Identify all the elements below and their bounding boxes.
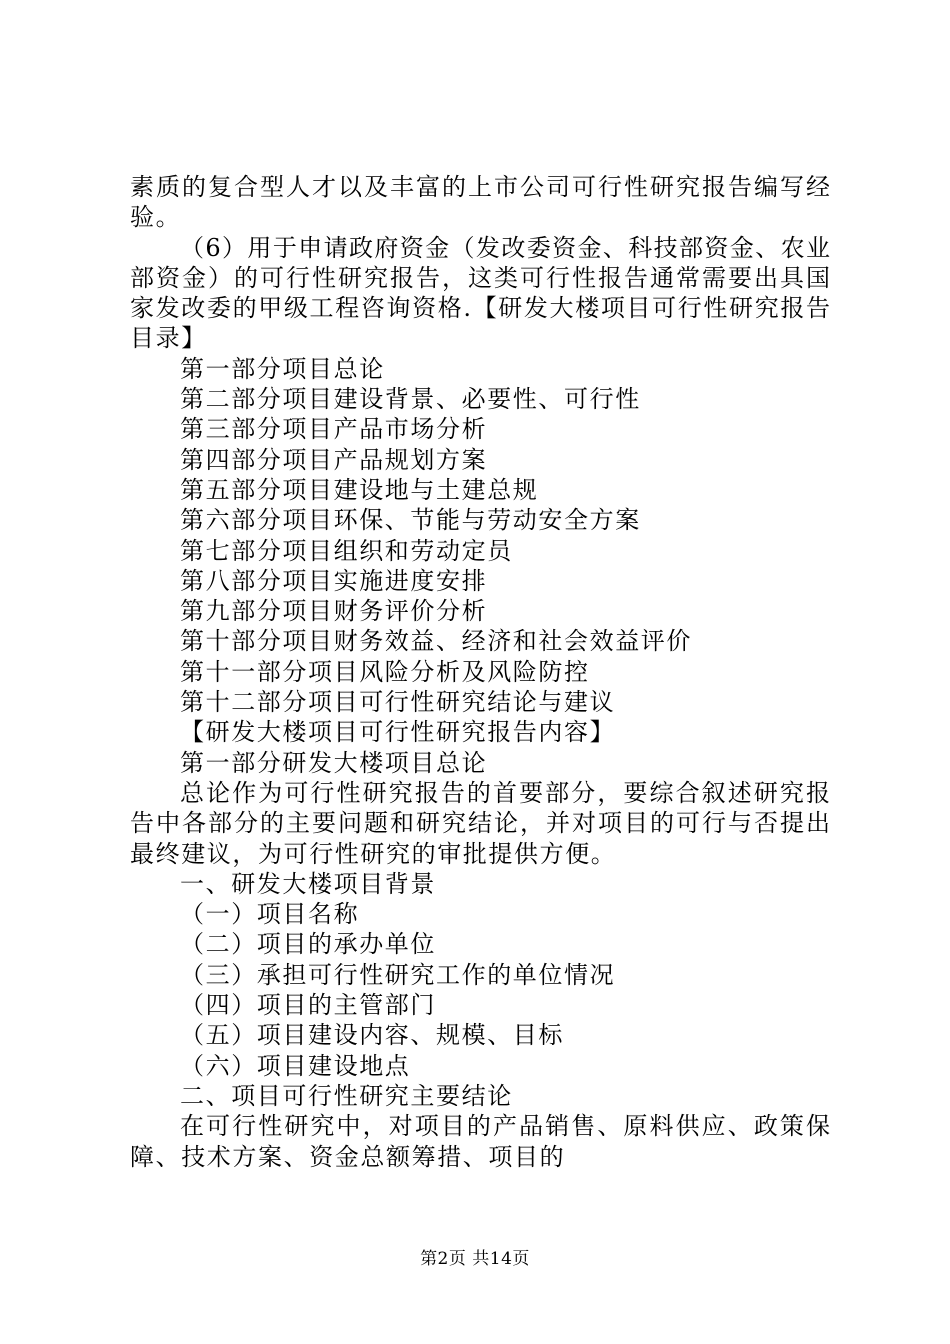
section-heading: 一、研发大楼项目背景 <box>180 869 436 898</box>
text-line: 验。 <box>130 203 182 232</box>
toc-item: 第九部分项目财务评价分析 <box>180 597 488 626</box>
list-item: （二）项目的承办单位 <box>180 930 436 959</box>
list-item: （五）项目建设内容、规模、目标 <box>180 1021 564 1050</box>
text-line: 素质的复合型人才以及丰富的上市公司可行性研究报告编写经 <box>130 173 830 201</box>
list-item: （六）项目建设地点 <box>180 1051 411 1080</box>
section-heading: 二、项目可行性研究主要结论 <box>180 1081 513 1110</box>
list-item: （三）承担可行性研究工作的单位情况 <box>180 960 616 989</box>
list-item: （一）项目名称 <box>180 900 360 929</box>
section-heading: 第一部分研发大楼项目总论 <box>180 748 488 777</box>
text-line: 目录】 <box>130 324 207 353</box>
text-line: 告中各部分的主要问题和研究结论，并对项目的可行与否提出 <box>130 809 830 838</box>
text-line: （6）用于申请政府资金（发改委资金、科技部资金、农业 <box>180 233 830 262</box>
toc-item: 第一部分项目总论 <box>180 354 385 383</box>
toc-item: 第十部分项目财务效益、经济和社会效益评价 <box>180 627 692 656</box>
toc-item: 第七部分项目组织和劳动定员 <box>180 536 513 565</box>
toc-item: 第十一部分项目风险分析及风险防控 <box>180 657 590 686</box>
toc-item: 第四部分项目产品规划方案 <box>180 445 488 474</box>
text-line: 在可行性研究中，对项目的产品销售、原料供应、政策保 <box>180 1112 830 1141</box>
text-line: 障、技术方案、资金总额筹措、项目的 <box>130 1142 566 1171</box>
text-line: 总论作为可行性研究报告的首要部分，要综合叙述研究报 <box>180 778 830 807</box>
text-line: 家发改委的甲级工程咨询资格.【研发大楼项目可行性研究报告 <box>130 294 830 323</box>
list-item: （四）项目的主管部门 <box>180 991 436 1020</box>
text-line: 最终建议，为可行性研究的审批提供方便。 <box>130 839 617 868</box>
toc-item: 第五部分项目建设地与土建总规 <box>180 475 539 504</box>
text-line: 部资金）的可行性研究报告，这类可行性报告通常需要出具国 <box>130 263 830 292</box>
document-body <box>130 172 830 1172</box>
toc-item: 第八部分项目实施进度安排 <box>180 566 488 595</box>
section-heading: 【研发大楼项目可行性研究报告内容】 <box>180 718 616 747</box>
toc-item: 第六部分项目环保、节能与劳动安全方案 <box>180 506 641 535</box>
toc-item: 第十二部分项目可行性研究结论与建议 <box>180 688 616 717</box>
toc-item: 第三部分项目产品市场分析 <box>180 415 488 444</box>
page-number-footer: 第2页 共14页 <box>420 1249 530 1269</box>
toc-item: 第二部分项目建设背景、必要性、可行性 <box>180 385 641 414</box>
